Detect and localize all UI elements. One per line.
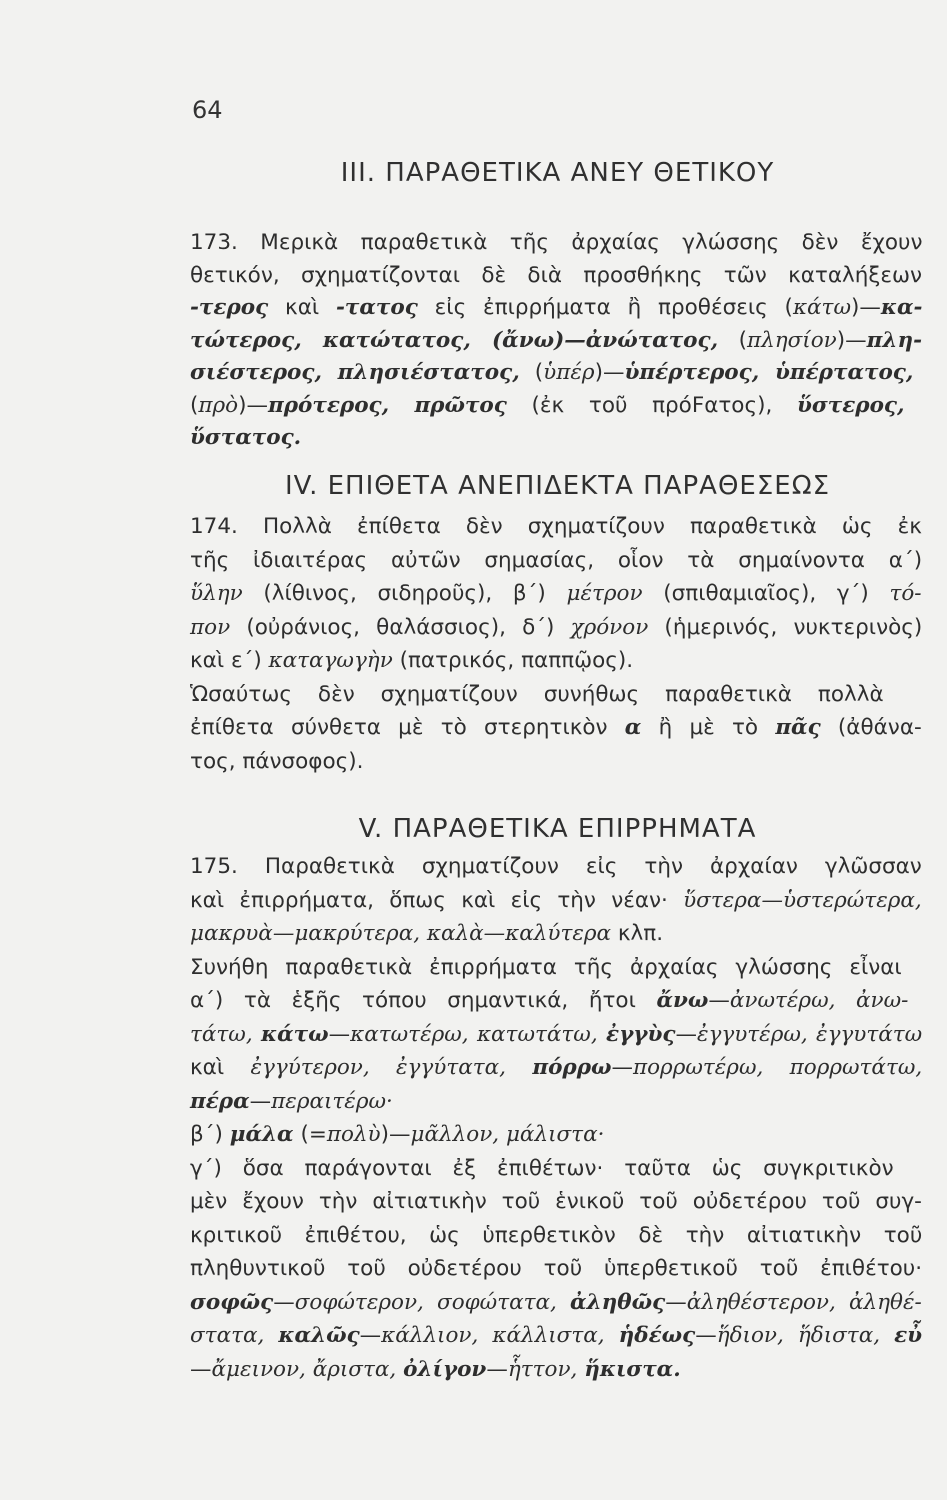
text-run: -τερος [190,295,269,320]
text-line [190,261,922,291]
text-run: — [359,1323,382,1348]
text-line [190,886,922,916]
text-run: καὶ [268,295,336,320]
text-line [190,293,922,323]
text-run: χρόνον [570,615,649,640]
text-run: τάτω, [190,1022,262,1047]
text-line [190,713,922,743]
text-run: ὕστερα—ὑστερώτερα, [683,888,922,913]
text-run: ὕλην [190,581,243,606]
text-line [190,326,922,356]
text-run: εὖ [894,1323,923,1348]
text-run: γ΄) ὅσα παράγονται ἐξ ἐπιθέτων· ταῦτα ὡς συγκριτικὸν [190,1156,894,1181]
text-line [190,1087,393,1117]
text-run: (ἐκ τοῦ πρόϜατος), [506,393,797,418]
text-line [190,1120,604,1150]
text-run: κάλλιον, κάλλιστα, [381,1323,619,1348]
text-run: ἥδιον, ἥδιστα, [716,1323,895,1348]
section-heading: IV. ΕΠΙΘΕΤΑ ΑΝΕΠΙΔΕΚΤΑ ΠΑΡΑΘΕΣΕΩΣ [284,471,831,501]
text-run: (ἡμερινός, νυκτερινὸς) [648,615,923,640]
text-run: μέτρον [566,581,643,606]
text-line [190,986,908,1016]
text-run: κλπ. [611,921,664,946]
text-run: τος, πάνσοφος). [190,749,364,774]
text-run: τό- [889,581,922,606]
text-run: πόρρω [532,1055,612,1080]
section-heading: V. ΠΑΡΑΘΕΤΙΚΑ ΕΠΙΡΡΗΜΑΤΑ [358,814,757,844]
text-run: ἡδέως [618,1323,696,1348]
text-run: καταγωγὴν [268,648,393,673]
text-line [190,1254,922,1284]
text-line [190,852,922,882]
text-run: ( [519,360,544,385]
text-run: — [328,1022,351,1047]
text-run: ἐγγύτερον, ἐγγύτατα, [250,1055,533,1080]
text-run: κάτω [792,295,851,320]
text-line [190,512,922,542]
text-line [190,1321,922,1351]
text-line [190,1221,922,1251]
text-run: 174. Πολλὰ ἐπίθετα δὲν σχηματίζουν παραθετικὰ ὡς ἐκ [190,514,922,539]
text-run: )— [850,295,881,320]
text-run: τώτερος, κατώτατος, (ἄνω)—ἀνώτατος, [190,328,719,353]
text-run: μάλα [229,1122,294,1147]
text-run: θετικόν, σχηματίζονται δὲ διὰ προσθήκης τῶν καταλήξεων [190,263,922,288]
text-line [190,1355,681,1385]
text-run: μᾶλλον, μάλιστα· [410,1122,605,1147]
text-run: πληθυντικοῦ τοῦ οὐδετέρου τοῦ ὑπερθετικοῦ τοῦ ἐπιθέτου· [190,1256,923,1281]
text-run: α΄) τὰ ἑξῆς τόπου σημαντικά, ἤτοι [190,988,657,1013]
text-run: σοφῶς [190,1290,274,1315]
text-run: ὕστερος, [796,393,905,418]
text-run: ἐγγυτέρω, ἐγγυτάτω [696,1022,923,1047]
text-line [190,423,301,453]
text-line [190,1053,922,1083]
text-run: καλῶς [278,1323,360,1348]
text-run: -τατος [336,295,418,320]
text-run: καὶ [190,1055,251,1080]
text-run: ἀληθέστερον, ἀληθέ- [686,1290,922,1315]
text-line [190,747,363,777]
text-run: ἄμεινον, ἄριστα, [211,1357,404,1382]
text-line [190,391,905,421]
text-line [190,953,902,983]
text-line [190,546,922,576]
text-run: ἥκιστα. [584,1357,681,1382]
text-run: (πατρικός, παππῷος). [392,648,634,673]
text-run: κα- [880,295,923,320]
text-run: — [675,1022,697,1047]
text-run: (λίθινος, σιδηροῦς), β΄) [242,581,567,606]
text-line [190,358,913,388]
text-run: ἧττον, [507,1357,585,1382]
text-run: )— [836,328,867,353]
text-run: ( [718,328,747,353]
text-run: — [273,1290,295,1315]
text-run: ἐπίθετα σύνθετα μὲ τὸ στερητικὸν [190,715,625,740]
text-run: πλη- [866,328,923,353]
text-line [190,228,922,258]
text-run: ὑπέρ [543,360,595,385]
text-line [190,646,633,676]
text-line [190,1154,894,1184]
text-run: β΄) [190,1122,230,1147]
text-run: πρὸ [198,393,239,418]
text-line [190,1288,922,1318]
text-run: — [708,988,730,1013]
text-line [190,919,663,949]
text-run: — [665,1290,687,1315]
text-run: πον [190,615,231,640]
text-run: )— [238,393,268,418]
text-line [190,1187,922,1217]
text-run: μακρυὰ—μακρύτερα, καλὰ—καλύτερα [190,921,612,946]
text-run: — [611,1055,633,1080]
text-run: ἀληθῶς [570,1290,666,1315]
text-run: (σπιθαμιαῖος), γ΄) [642,581,890,606]
text-run: τῆς ἰδιαιτέρας αὐτῶν σημασίας, οἷον τὰ σημαίνοντα α΄) [190,548,923,573]
text-run: κατωτέρω, κατωτάτω, [350,1022,606,1047]
text-run: ἀνωτέρω, ἀνω- [729,988,909,1013]
text-line [190,613,922,643]
text-run: α [624,715,642,740]
text-run: ἢ μὲ τὸ [641,715,776,740]
text-run: Ὡσαύτως δὲν σχηματίζουν συνήθως παραθετικὰ πολλὰ [190,682,884,707]
text-run: 173. Μερικὰ παραθετικὰ τῆς ἀρχαίας γλώσσης δὲν ἔχουν [190,230,923,255]
text-run: ὕστατος. [190,425,302,450]
text-run: — [249,1089,272,1114]
text-run: κριτικοῦ ἐπιθέτου, ὡς ὑπερθετικὸν δὲ τὴν αἰτιατικὴν τοῦ [190,1223,923,1248]
text-line [190,1020,922,1050]
text-run: 175. Παραθετικὰ σχηματίζουν εἰς τὴν ἀρχαίαν γλῶσσαν [190,854,922,879]
text-run: ὀλίγον [403,1357,487,1382]
text-run: ( [190,393,199,418]
text-run: πρότερος, πρῶτος [268,393,507,418]
page-number: 64 [192,96,223,124]
text-run: μὲν ἔχουν τὴν αἰτιατικὴν τοῦ ἑνικοῦ τοῦ οὐδετέρου τοῦ συγ- [190,1189,922,1214]
text-run: )— [380,1122,411,1147]
text-run: — [695,1323,717,1348]
text-run: πέρα [190,1089,250,1114]
text-run: ὑπέρτερος, ὑπέρτατος, [624,360,914,385]
text-run: (ἀθάνα- [820,715,922,740]
text-run: πλησίον [746,328,837,353]
text-run: (οὐράνιος, θαλάσσιος), δ΄) [230,615,571,640]
text-run: κάτω [261,1022,329,1047]
text-run: (= [293,1122,327,1147]
text-run: περαιτέρω· [271,1089,393,1114]
text-run: εἰς ἐπιρρήματα ἢ προθέσεις ( [417,295,793,320]
text-run: πορρωτέρω, πορρωτάτω, [632,1055,923,1080]
text-run: πᾶς [775,715,821,740]
text-run: καὶ ἐπιρρήματα, ὅπως καὶ εἰς τὴν νέαν· [190,888,684,913]
text-run: ἐγγὺς [606,1022,676,1047]
text-run: σιέστερος, πλησιέστατος, [190,360,520,385]
text-run: στατα, [190,1323,279,1348]
text-line [190,680,884,710]
text-run: Συνήθη παραθετικὰ ἐπιρρήματα τῆς ἀρχαίας γλώσσης εἶναι [190,955,902,980]
text-line [190,579,922,609]
text-run: — [486,1357,508,1382]
section-heading: III. ΠΑΡΑΘΕΤΙΚΑ ΑΝΕΥ ΘΕΤΙΚΟΥ [340,158,775,188]
text-run: καὶ ε΄) [190,648,269,673]
text-run: πολὺ [326,1122,381,1147]
text-run: σοφώτερον, σοφώτατα, [294,1290,571,1315]
text-run: )— [594,360,625,385]
text-run: ἄνω [656,988,709,1013]
text-run: — [190,1357,212,1382]
